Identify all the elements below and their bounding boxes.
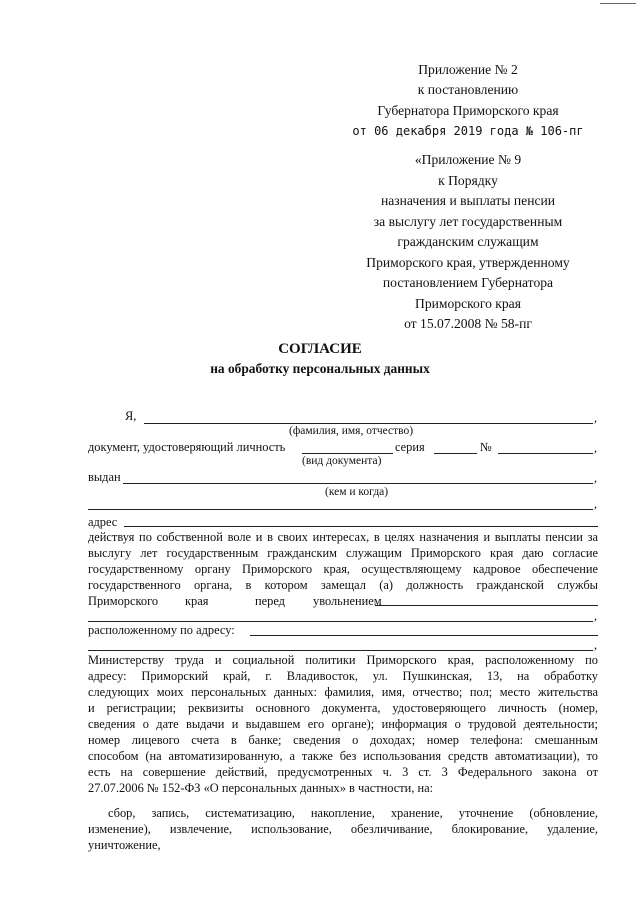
governor-label: Губернатора Приморского края [377, 102, 559, 118]
ministry-line: и регистрации; реквизиты основного документа, удостоверяющего личность (номер, [88, 701, 598, 715]
appendix-9-line: гражданским служащим [397, 234, 539, 249]
before-dismissal-word: перед [255, 594, 285, 608]
comma: , [594, 638, 598, 652]
series-label: серия [395, 440, 425, 454]
located-field-line[interactable] [250, 635, 598, 636]
comma: , [594, 411, 598, 425]
ministry-line: номер лицевого счета в банке; сведения о доходах; номер телефона: смешанным [88, 733, 598, 747]
ministry-line: способом (на автоматизированную, а также без использования средств автоматизации), то [88, 749, 598, 763]
located-label: расположенному по адресу: [88, 623, 235, 637]
fio-field-line[interactable] [144, 423, 593, 424]
issued-label: выдан [88, 470, 121, 484]
ministry-line: сведения о дате выдачи и выдавшем его органе); информация о трудовой деятельности; [88, 717, 598, 731]
doc-type-field-line[interactable] [302, 453, 393, 454]
acting-line: выслугу лет государственным гражданским служащим Приморского края даю согласие [88, 546, 598, 560]
position-continuation-line[interactable] [88, 621, 593, 622]
document-title: СОГЛАСИЕ [278, 341, 362, 357]
appendix-2-label: Приложение № 2 [418, 62, 518, 77]
number-field-line[interactable] [498, 453, 593, 454]
ministry-line: адресу: Приморский край, г. Владивосток, ул. Пушкинская, 13, на обработку [88, 669, 598, 683]
comma: , [594, 441, 598, 455]
appendix-9-line: к Порядку [438, 172, 498, 188]
appendix-9-line: Приморского края, утвержденному [366, 254, 570, 270]
issued-continuation-line[interactable] [88, 509, 593, 510]
comma: , [594, 609, 598, 623]
actions-last-line: уничтожение, [88, 838, 161, 852]
comma: , [594, 471, 598, 485]
located-continuation-line[interactable] [88, 650, 593, 651]
ministry-line: следующих моих персональных данных: фамилия, имя, отчество; пол; место жительства [88, 685, 598, 699]
appendix-9-line: от 15.07.2008 № 58-пг [404, 316, 532, 331]
appendix-9-block [318, 150, 618, 335]
ministry-line: Министерству труда и социальной политики Приморского края, расположенному по [88, 653, 598, 667]
page-corner-mark [600, 3, 636, 4]
issued-field-line[interactable] [123, 483, 593, 484]
appendix-9-line: назначения и выплаты пенсии [380, 193, 556, 208]
doc-type-hint: (вид документа) [302, 455, 382, 467]
number-label: № [480, 440, 492, 454]
actions-line: сбор, запись, систематизацию, накопление, хранение, уточнение (обновление, [108, 806, 598, 820]
ministry-last-line: 27.07.2006 № 152-ФЗ «О персональных данных» в частности, на: [88, 781, 434, 795]
ministry-line: есть на совершение действий, предусмотренных ч. 3 ст. 3 Федерального закона от [88, 765, 598, 779]
position-field-line[interactable] [375, 605, 598, 606]
appendix-9-line: за выслугу лет государственным [373, 213, 563, 229]
acting-line: действуя по собственной воле и в своих интересах, в целях назначения и выплаты пенсии за [88, 530, 598, 544]
issued-hint: (кем и когда) [325, 486, 389, 498]
resolution-date-number: от 06 декабря 2019 года № 106-пг [352, 123, 584, 138]
address-label: адрес [88, 515, 118, 529]
before-dismissal-word: Приморского [88, 594, 159, 608]
actions-line: изменение), извлечение, использование, обезличивание, блокирование, удаление, [88, 822, 598, 836]
document-subtitle: на обработку персональных данных [210, 361, 430, 376]
document-label: документ, удостоверяющий личность [88, 440, 286, 454]
appendix-2-block [318, 60, 618, 141]
acting-line: государственного органа, в котором замещал (а) должность гражданской службы [88, 578, 598, 592]
fio-hint: (фамилия, имя, отчество) [289, 425, 414, 437]
appendix-9-line: Приморского края [415, 295, 521, 311]
to-resolution-label: к постановлению [417, 82, 519, 98]
series-field-line[interactable] [434, 453, 477, 454]
address-field-line[interactable] [124, 526, 598, 527]
before-dismissal-word: увольнением [313, 594, 382, 608]
i-label: Я, [125, 409, 137, 423]
appendix-9-line: постановлением Губернатора [382, 275, 554, 290]
appendix-9-line: «Приложение № 9 [414, 152, 522, 167]
before-dismissal-word: края [185, 594, 209, 608]
acting-line: государственному органу Приморского края, осуществляющему кадровое обеспечение [88, 562, 598, 576]
comma: , [594, 497, 598, 511]
